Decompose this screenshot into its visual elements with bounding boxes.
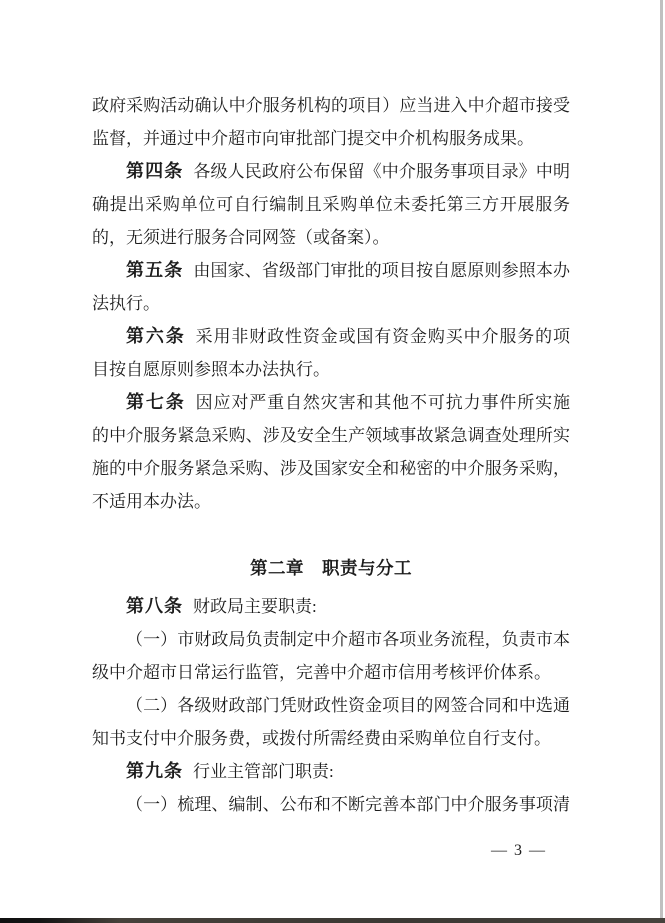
text-line [92,386,570,419]
text-line [92,788,570,821]
text-line [92,656,570,689]
line-text: 施的中介服务紧急采购、涉及国家安全和秘密的中介服务采购， [92,459,570,478]
line-text: 因应对严重自然灾害和其他不可抗力事件所实施 [195,393,570,412]
text-line [92,689,570,722]
line-text: 确提出采购单位可自行编制且采购单位未委托第三方开展服务 [92,195,570,214]
text-line [92,452,570,485]
text-line [92,221,570,254]
scan-bottom-band [0,918,665,923]
line-text: 监督，并通过中介超市向审批部门提交中介机构服务成果。 [92,129,534,148]
text-line [92,419,570,452]
text-line [92,188,570,221]
article-number: 第四条 [126,161,184,181]
line-text: 知书支付中介服务费，或拨付所需经费由采购单位自行支付。 [92,729,551,748]
line-text: 第二章 职责与分工 [250,558,412,578]
article-number: 第五条 [126,260,184,280]
line-text: 目按自愿原则参照本办法执行。 [92,360,330,379]
line-text: 的中介服务紧急采购、涉及安全生产领域事故紧急调查处理所实 [92,426,570,445]
text-line [92,254,570,287]
text-line [92,155,570,188]
text-line [92,320,570,353]
article-number: 第八条 [126,596,183,616]
line-text: （一）梳理、编制、公布和不断完善本部门中介服务事项清 [126,795,570,814]
document-body [92,89,570,821]
article-number: 第六条 [126,326,186,346]
line-text: 级中介超市日常运行监管，完善中介超市信用考核评价体系。 [92,663,551,682]
line-text: 行业主管部门职责: [193,762,334,781]
text-line [92,722,570,755]
text-line [92,755,570,788]
chapter-heading [92,552,570,585]
line-text: 采用非财政性资金或国有资金购买中介服务的项 [195,327,570,346]
text-line [92,353,570,386]
page-number: — 3 — [491,842,547,859]
text-line [92,89,570,122]
line-text: 由国家、省级部门审批的项目按自愿原则参照本办 [193,261,570,280]
line-text: 财政局主要职责: [193,597,317,616]
text-line [92,590,570,623]
article-number: 第九条 [126,761,183,781]
line-text: 各级人民政府公布保留《中介服务事项目录》中明 [193,162,570,181]
text-line [92,485,570,518]
line-text: 的，无须进行服务合同网签（或备案）。 [92,228,390,247]
text-line [92,122,570,155]
line-text: （一）市财政局负责制定中介超市各项业务流程，负责市本 [126,630,570,649]
line-text: 不适用本办法。 [92,492,211,511]
text-line [92,623,570,656]
article-number: 第七条 [126,392,186,412]
text-line [92,287,570,320]
line-text: 法执行。 [92,294,160,313]
line-text: 政府采购活动确认中介服务机构的项目）应当进入中介超市接受 [92,96,570,115]
scan-edge-line [660,0,663,923]
line-text: （二）各级财政部门凭财政性资金项目的网签合同和中选通 [126,696,570,715]
